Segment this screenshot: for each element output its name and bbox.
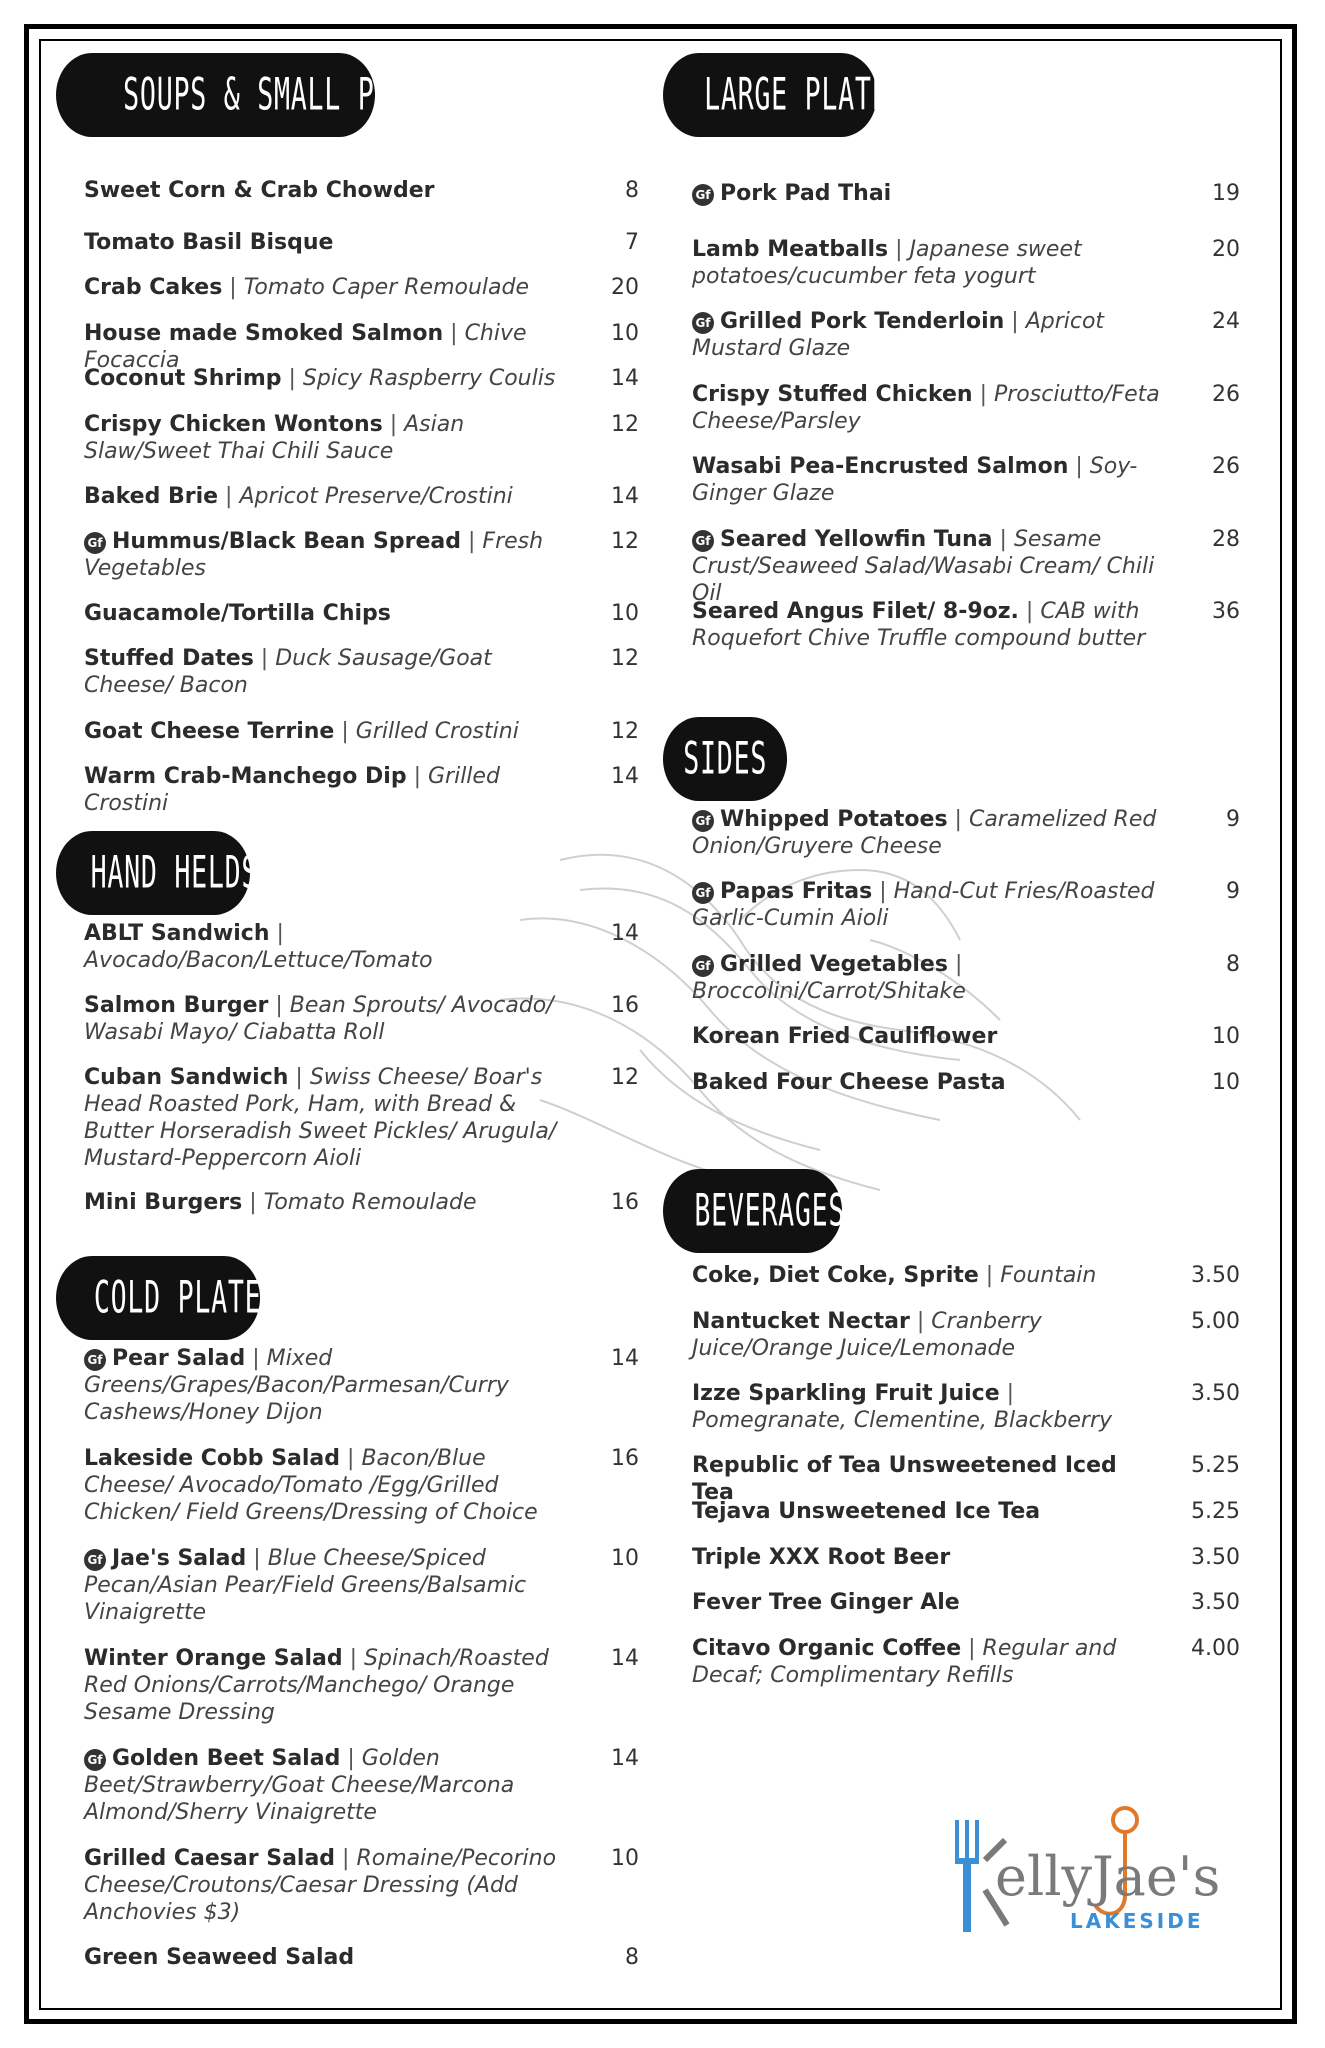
menu-item-price: 20 [611,275,639,300]
menu-item-text: Stuffed Dates | Duck Sausage/Goat Cheese/ Bacon [84,646,492,698]
section-banner-large: LARGE PLATES [665,55,875,134]
menu-item-name: Mini Burgers [84,1190,243,1215]
menu-item-text: Nantucket Nectar | Cranberry Juice/Orange Juice/Lemonade [692,1309,1042,1361]
menu-item-price: 20 [1212,237,1240,262]
menu-item-text: Seared Angus Filet/ 8-9oz. | CAB with Roquefort Chive Truffle compound butter [692,599,1146,651]
menu-item-price: 3.50 [1191,1263,1240,1288]
menu-item-description: Duck Sausage/Goat Cheese/ Bacon [84,646,492,698]
menu-item-name: Tejava Unsweetened Ice Tea [692,1499,1041,1524]
menu-item-name: Nantucket Nectar [692,1309,910,1334]
menu-item-price: 8 [1226,952,1240,977]
menu-item-name: Green Seaweed Salad [84,1945,355,1970]
menu-item-description: Tomato Caper Remoulade [243,275,530,300]
menu-item-text: Grilled Caesar Salad | Romaine/Pecorino Cheese/Croutons/Caesar Dressing (Add Anchovies $3) [84,1846,557,1925]
menu-item-text: Gf Papas Fritas | Hand-Cut Fries/Roasted Garlic-Cumin Aioli [692,879,1155,931]
menu-item-text: Gf Grilled Vegetables | Broccolini/Carrot/Shitake [692,952,966,1004]
menu-item-description: Chive Focaccia [84,321,527,373]
menu-item-price: 9 [1226,879,1240,904]
menu-item-name: Sweet Corn & Crab Chowder [84,178,435,203]
menu-item-price: 3.50 [1191,1545,1240,1570]
menu-item-name: Baked Brie [84,484,219,509]
menu-item-text: Baked Brie | Apricot Preserve/Crostini [84,484,513,509]
menu-item-description: Swiss Cheese/ Boar's Head Roasted Pork, Ham, with Bread & Butter Horseradish Sweet Pickles/ Arugula/ Mustard-Peppercorn Aioli [84,1065,557,1171]
menu-item-price: 14 [611,1646,639,1671]
menu-item-description: Pomegranate, Clementine, Blackberry [692,1408,1113,1433]
menu-item-description: Mixed Greens/Grapes/Bacon/Parmesan/Curry Cashews/Honey Dijon [84,1346,509,1425]
menu-item-description: Spinach/Roasted Red Onions/Carrots/Manchego/ Orange Sesame Dressing [84,1646,549,1725]
menu-item-description: Romaine/Pecorino Cheese/Croutons/Caesar Dressing (Add Anchovies $3) [84,1846,557,1925]
menu-item-name: Crispy Stuffed Chicken [692,382,973,407]
menu-item-description: Hand-Cut Fries/Roasted Garlic-Cumin Aioli [692,879,1155,931]
menu-item-text: Coke, Diet Coke, Sprite | Fountain [692,1263,1097,1288]
menu-item-name: Triple XXX Root Beer [692,1545,951,1570]
menu-item-text: Gf Pear Salad | Mixed Greens/Grapes/Bacon/Parmesan/Curry Cashews/Honey Dijon [84,1346,509,1425]
menu-item-price: 12 [611,412,639,437]
menu-item-description: CAB with Roquefort Chive Truffle compound butter [692,599,1146,651]
menu-item-price: 4.00 [1191,1636,1240,1661]
menu-item-price: 5.25 [1191,1499,1240,1524]
menu-item-text: Citavo Organic Coffee | Regular and Decaf; Complimentary Refills [692,1636,1117,1688]
menu-item-description: Fountain [1000,1263,1097,1288]
menu-item-name: Winter Orange Salad [84,1646,343,1671]
menu-item-price: 10 [1212,1024,1240,1049]
gluten-free-icon: Gf [84,532,106,554]
menu-item-description: Asian Slaw/Sweet Thai Chili Sauce [84,412,465,464]
menu-item-text: Gf Seared Yellowfin Tuna | Sesame Crust/Seaweed Salad/Wasabi Cream/ Chili Oil [692,527,1155,606]
menu-item-price: 3.50 [1191,1590,1240,1615]
menu-item-text: Mini Burgers | Tomato Remoulade [84,1190,477,1215]
menu-item-text: Coconut Shrimp | Spicy Raspberry Coulis [84,366,556,391]
menu-item-price: 10 [611,1846,639,1871]
menu-item-price: 26 [1212,382,1240,407]
menu-item-price: 16 [611,993,639,1018]
menu-item-name: Grilled Vegetables [720,952,948,977]
menu-item-name: Citavo Organic Coffee [692,1636,962,1661]
gluten-free-icon: Gf [692,955,714,977]
menu-item-name: House made Smoked Salmon [84,321,444,346]
menu-item-price: 9 [1226,807,1240,832]
kelly-jaes-logo [945,1800,1235,1940]
menu-item-text: Salmon Burger | Bean Sprouts/ Avocado/ Wasabi Mayo/ Ciabatta Roll [84,993,554,1045]
menu-item-text: Cuban Sandwich | Swiss Cheese/ Boar's Head Roasted Pork, Ham, with Bread & Butter Horseradish Sweet Pickles/ Arugula/ Mustard-Peppercorn Aioli [84,1065,557,1171]
menu-item-name: Pear Salad [112,1346,246,1371]
menu-item-name: Coconut Shrimp [84,366,282,391]
menu-item-name: Tomato Basil Bisque [84,230,334,255]
menu-item-text [84,177,584,204]
menu-item-description: Avocado/Bacon/Lettuce/Tomato [84,948,433,973]
section-banner-cold: COLD PLATES [58,1258,258,1337]
menu-item-name: Salmon Burger [84,993,269,1018]
gluten-free-icon: Gf [84,1549,106,1571]
menu-item-name: Crab Cakes [84,275,223,300]
menu-item-text: Crab Cakes | Tomato Caper Remoulade [84,275,530,300]
menu-item-price: 14 [611,1346,639,1371]
menu-item-price: 26 [1212,454,1240,479]
gluten-free-icon: Gf [692,882,714,904]
menu-item-name: Crispy Chicken Wontons [84,412,383,437]
menu-item-text: Gf Grilled Pork Tenderloin | Apricot Mustard Glaze [692,309,1105,361]
menu-item-name: Wasabi Pea-Encrusted Salmon [692,454,1069,479]
menu-item-name: Lamb Meatballs [692,237,889,262]
menu-item-name: Golden Beet Salad [112,1746,341,1771]
menu-item-name: Izze Sparkling Fruit Juice [692,1381,1000,1406]
menu-item-name: Seared Angus Filet/ 8-9oz. [692,599,1019,624]
menu-item-price: 36 [1212,599,1240,624]
menu-item-price: 14 [611,484,639,509]
section-banner-beverages: BEVERAGES [665,1171,840,1250]
menu-item-price: 12 [611,646,639,671]
menu-item-text: Gf Jae's Salad | Blue Cheese/Spiced Pecan/Asian Pear/Field Greens/Balsamic Vinaigrette [84,1546,527,1625]
menu-item-text [692,1069,1172,1096]
menu-item-text: House made Smoked Salmon | Chive Focaccia [84,321,527,373]
menu-item-name: Guacamole/Tortilla Chips [84,601,391,626]
menu-item-price: 12 [611,1065,639,1090]
svg-text:ellyJae's: ellyJae's [995,1845,1221,1908]
menu-item-description: Apricot Mustard Glaze [692,309,1105,361]
menu-item-price: 14 [611,921,639,946]
section-banner-sides: SIDES [665,719,785,798]
menu-item-description: Tomato Remoulade [263,1190,477,1215]
menu-item-name: Cuban Sandwich [84,1065,289,1090]
menu-item-description: Grilled Crostini [355,719,519,744]
menu-item-description: Bacon/Blue Cheese/ Avocado/Tomato /Egg/Grilled Chicken/ Field Greens/Dressing of Choice [84,1446,538,1525]
section-banner-handhelds: HAND HELDS [58,833,248,912]
menu-item-text [692,1023,1172,1050]
menu-item-price: 14 [611,366,639,391]
menu-item-name: Hummus/Black Bean Spread [112,529,462,554]
menu-item-price: 10 [611,1546,639,1571]
svg-text:LAKESIDE: LAKESIDE [1070,1909,1204,1933]
menu-item-name: Papas Fritas [720,879,873,904]
menu-item-price: 8 [625,178,639,203]
menu-item-name: Baked Four Cheese Pasta [692,1070,1006,1095]
menu-item-price: 16 [611,1446,639,1471]
menu-item-price: 19 [1212,181,1240,206]
menu-item-name: ABLT Sandwich [84,921,270,946]
menu-item-description: Bean Sprouts/ Avocado/ Wasabi Mayo/ Ciabatta Roll [84,993,554,1045]
menu-item-name: Grilled Caesar Salad [84,1846,336,1871]
menu-item-text: Crispy Stuffed Chicken | Prosciutto/Feta Cheese/Parsley [692,382,1160,434]
menu-item-description: Japanese sweet potatoes/cucumber feta yogurt [692,237,1082,289]
menu-item-text [692,180,1172,207]
menu-item-text [84,600,584,627]
menu-item-price: 8 [625,1945,639,1970]
menu-item-description: Golden Beet/Strawberry/Goat Cheese/Marcona Almond/Sherry Vinaigrette [84,1746,515,1825]
menu-item-price: 10 [611,321,639,346]
menu-item-name: Pork Pad Thai [720,181,892,206]
menu-item-name: Goat Cheese Terrine [84,719,335,744]
menu-item-price: 14 [611,1746,639,1771]
menu-item-text: Gf Golden Beet Salad | Golden Beet/Strawberry/Goat Cheese/Marcona Almond/Sherry Vinaigrette [84,1746,515,1825]
gluten-free-icon: Gf [692,184,714,206]
menu-item-name: Seared Yellowfin Tuna [720,527,993,552]
menu-item-name: Korean Fried Cauliflower [692,1024,998,1049]
menu-item-text: Gf Whipped Potatoes | Caramelized Red Onion/Gruyere Cheese [692,807,1157,859]
menu-item-description: Caramelized Red Onion/Gruyere Cheese [692,807,1157,859]
gluten-free-icon: Gf [84,1349,106,1371]
menu-item-description: Soy-Ginger Glaze [692,454,1138,506]
menu-item-name: Grilled Pork Tenderloin [720,309,1005,334]
menu-item-description: Cranberry Juice/Orange Juice/Lemonade [692,1309,1042,1361]
menu-item-description: Broccolini/Carrot/Shitake [692,979,966,1004]
menu-item-text [692,1544,1162,1571]
menu-item-description: Blue Cheese/Spiced Pecan/Asian Pear/Field Greens/Balsamic Vinaigrette [84,1546,527,1625]
menu-item-description: Grilled Crostini [84,764,500,816]
menu-item-name: Jae's Salad [112,1546,247,1571]
menu-item-name: Republic of Tea Unsweetened Iced Tea [692,1453,1117,1505]
menu-item-price: 14 [611,764,639,789]
menu-item-price: 5.25 [1191,1453,1240,1478]
menu-item-text [692,1498,1162,1525]
menu-item-text [692,1589,1162,1616]
menu-item-price: 12 [611,529,639,554]
gluten-free-icon: Gf [692,312,714,334]
section-banner-soups: SOUPS & SMALL PLATES [58,55,373,134]
menu-item-text: Wasabi Pea-Encrusted Salmon | Soy-Ginger Glaze [692,454,1138,506]
gluten-free-icon: Gf [84,1749,106,1771]
menu-item-price: 28 [1212,527,1240,552]
menu-item-price: 16 [611,1190,639,1215]
menu-item-price: 24 [1212,309,1240,334]
gluten-free-icon: Gf [692,810,714,832]
menu-item-text: Warm Crab-Manchego Dip | Grilled Crostini [84,764,500,816]
menu-item-name: Warm Crab-Manchego Dip [84,764,407,789]
menu-item-description: Sesame Crust/Seaweed Salad/Wasabi Cream/ Chili Oil [692,527,1155,606]
menu-item-text: Lakeside Cobb Salad | Bacon/Blue Cheese/ Avocado/Tomato /Egg/Grilled Chicken/ Field Greens/Dressing of Choice [84,1446,538,1525]
menu-item-text: Winter Orange Salad | Spinach/Roasted Red Onions/Carrots/Manchego/ Orange Sesame Dressing [84,1646,549,1725]
menu-item-name: Stuffed Dates [84,646,254,671]
menu-item-price: 5.00 [1191,1309,1240,1334]
menu-item-text: Lamb Meatballs | Japanese sweet potatoes/cucumber feta yogurt [692,237,1082,289]
menu-item-text: Izze Sparkling Fruit Juice | Pomegranate, Clementine, Blackberry [692,1381,1113,1433]
menu-item-name: Coke, Diet Coke, Sprite [692,1263,979,1288]
menu-item-name: Lakeside Cobb Salad [84,1446,341,1471]
menu-item-price: 7 [625,230,639,255]
menu-item-price: 10 [611,601,639,626]
menu-item-text: Crispy Chicken Wontons | Asian Slaw/Sweet Thai Chili Sauce [84,412,465,464]
menu-item-name: Fever Tree Ginger Ale [692,1590,960,1615]
menu-item-text [84,229,584,256]
gluten-free-icon: Gf [692,530,714,552]
menu-item-price: 3.50 [1191,1381,1240,1406]
menu-item-description: Spicy Raspberry Coulis [302,366,556,391]
menu-item-text: ABLT Sandwich | Avocado/Bacon/Lettuce/Tomato [84,921,433,973]
menu-item-text: Goat Cheese Terrine | Grilled Crostini [84,719,519,744]
menu-item-name: Whipped Potatoes [720,807,948,832]
menu-item-text: Gf Hummus/Black Bean Spread | Fresh Vegetables [84,529,544,581]
menu-item-description: Regular and Decaf; Complimentary Refills [692,1636,1117,1688]
menu-item-text [84,1944,574,1971]
menu-item-description: Fresh Vegetables [84,529,544,581]
menu-item-description: Prosciutto/Feta Cheese/Parsley [692,382,1160,434]
menu-item-price: 12 [611,719,639,744]
menu-item-description: Apricot Preserve/Crostini [239,484,513,509]
menu-item-price: 10 [1212,1070,1240,1095]
